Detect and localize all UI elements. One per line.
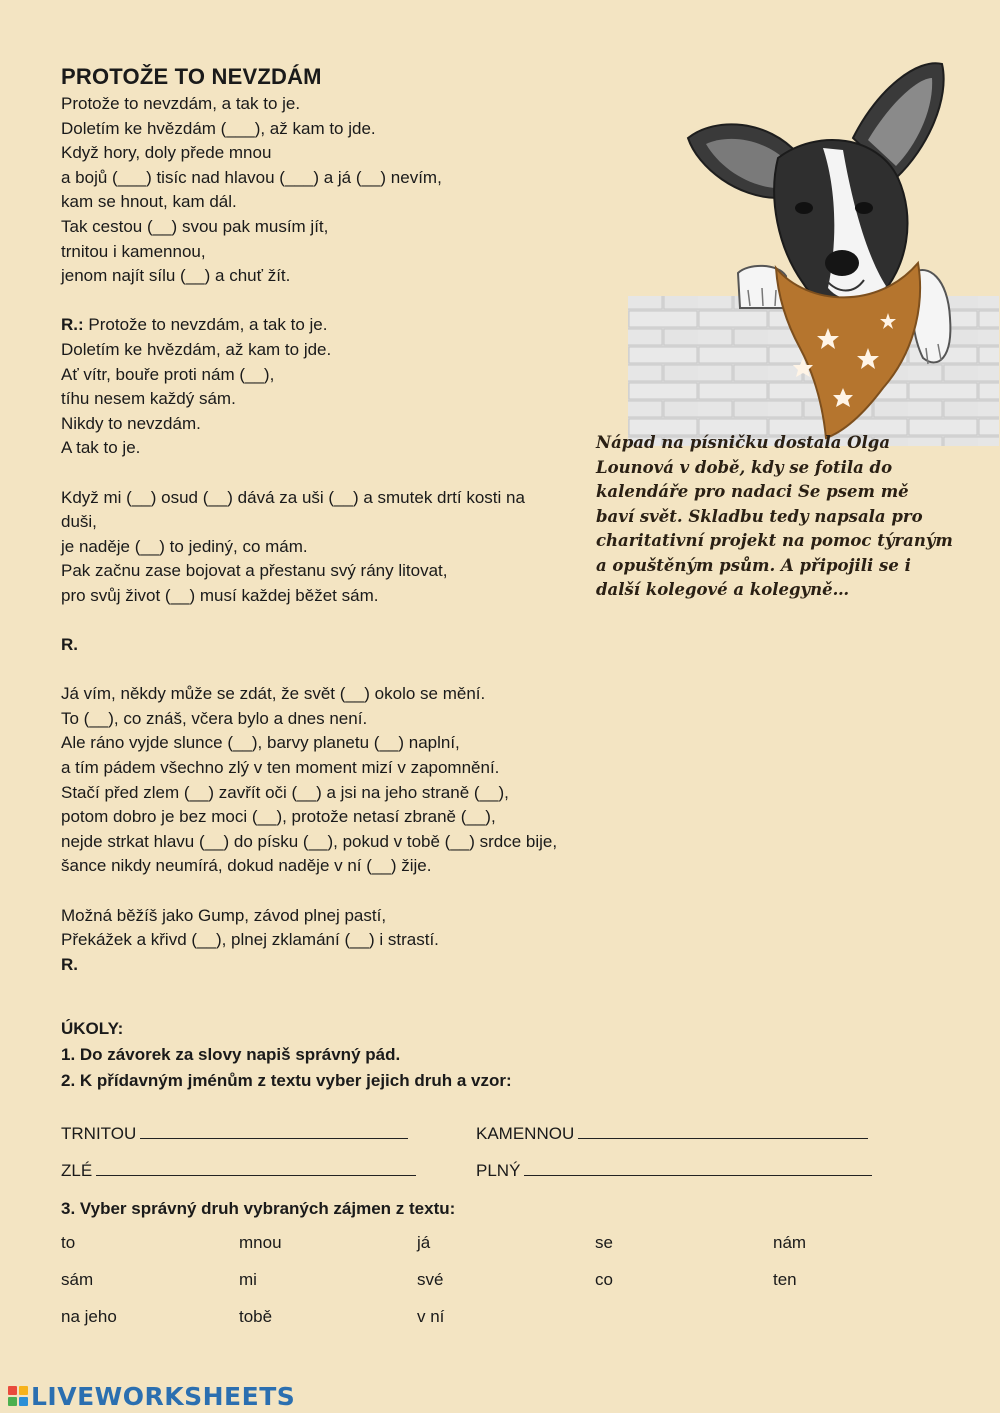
fill-label: ZLÉ [61,1161,93,1180]
lyric-line: a tím pádem všechno zlý v ten moment mizí v zapomnění. [61,758,500,778]
lyric-line: šance nikdy neumírá, dokud naděje v ní (__) žije. [61,856,432,876]
lyric-line: nejde strkat hlavu (__) do písku (__), pokud v tobě (__) srdce bije, [61,831,558,851]
answer-blank[interactable] [578,1124,868,1139]
task-2: 2. K přídavným jménům z textu vyber jejich druh a vzor: [61,1071,512,1090]
pronoun-word[interactable]: nám [773,1233,807,1252]
pronoun-word[interactable]: své [417,1270,444,1289]
answer-blank[interactable] [96,1161,416,1176]
pronoun-word[interactable]: tobě [239,1307,273,1326]
logo-text: LIVEWORKSHEETS [31,1381,296,1411]
pronoun-word[interactable]: v ní [417,1307,445,1326]
pronoun-word[interactable]: na jeho [61,1307,117,1326]
fill-label: KAMENNOU [476,1124,575,1143]
tasks-heading: ÚKOLY: [61,1019,124,1038]
lyric-line: A tak to je. [61,438,141,458]
lyric-line: Doletím ke hvězdám (___), až kam to jde. [61,118,376,138]
fill-trnitou [61,1124,408,1144]
dog-eye-left [795,202,813,214]
pronoun-word[interactable]: mnou [239,1233,282,1252]
note-line: charitativní projekt na pomoc týraným [596,531,953,550]
dog-eye-right [855,202,873,214]
refrain-marker: R. [61,954,78,974]
fill-label: TRNITOU [61,1124,137,1143]
lyric-line: tíhu nesem každý sám. [61,389,236,409]
dog-nose [825,250,859,276]
pronoun-word[interactable]: ten [773,1270,797,1289]
lyric-line: jenom najít sílu (__) a chuť žít. [61,266,291,286]
pronoun-word[interactable]: já [417,1233,431,1252]
lyric-line: Ale ráno vyjde slunce (__), barvy planetu (__) naplní, [61,733,460,753]
lyric-line: Možná běžíš jako Gump, závod plnej pastí, [61,905,387,925]
logo-block [8,1386,17,1395]
lyric-line: Když mi (__) osud (__) dává za uši (__) a smutek drtí kosti na [61,487,525,507]
lyric-line: To (__), co znáš, včera bylo a dnes není. [61,708,368,728]
lyric-line: je naděje (__) to jediný, co mám. [61,536,308,556]
lyric-line: Nikdy to nevzdám. [61,413,201,433]
dog-with-bandana-illustration [628,58,999,446]
fill-zle [61,1161,416,1181]
logo-block [19,1386,28,1395]
chorus-label: R.: [61,315,84,335]
fill-label: PLNÝ [476,1161,521,1180]
lyric-line: Překážek a křivd (__), plnej zklamání (__) i strastí. [61,930,439,950]
lyric-line: Ať vítr, bouře proti nám (__), [61,364,275,384]
pronoun-word[interactable]: co [595,1270,613,1289]
chorus-first-text: Protože to nevzdám, a tak to je. [83,315,328,335]
pronoun-word[interactable]: sám [61,1270,94,1289]
refrain-marker: R. [61,635,78,655]
pronoun-word[interactable]: se [595,1233,613,1252]
liveworksheets-logo [8,1381,295,1411]
lyric-line: a bojů (___) tisíc nad hlavou (___) a já (__) nevím, [61,167,442,187]
task-3: 3. Vyber správný druh vybraných zájmen z textu: [61,1199,456,1218]
pronoun-word[interactable]: to [61,1233,76,1252]
lyric-line: Když hory, doly přede mnou [61,143,272,163]
note-line: další kolegové a kolegyně… [596,580,850,599]
note-line: Nápad na písničku dostala Olga [596,433,891,452]
lyric-line: potom dobro je bez moci (__), protože netasí zbraně (__), [61,807,496,827]
note-line: kalendáře pro nadaci Se psem mě [596,482,909,501]
note-line: a opuštěným psům. A připojili se i [596,555,911,575]
note-line: baví svět. Skladbu tedy napsala pro [596,506,923,526]
fill-kamennou [476,1124,868,1144]
lyric-line: Já vím, někdy může se zdát, že svět (__) okolo se mění. [61,684,486,704]
page-title: PROTOŽE TO NEVZDÁM [61,64,322,89]
task-1: 1. Do závorek za slovy napiš správný pád. [61,1045,401,1064]
logo-blocks-icon [8,1386,28,1406]
lyric-line: Tak cestou (__) svou pak musím jít, [61,216,329,236]
pronoun-word[interactable]: mi [239,1270,257,1289]
lyric-line: duši, [61,512,97,532]
note-line: Lounová v době, kdy se fotila do [596,457,893,477]
lyric-line: Pak začnu zase bojovat a přestanu svý rány litovat, [61,561,448,581]
logo-block [8,1397,17,1406]
lyric-line: pro svůj život (__) musí každej běžet sám. [61,585,379,605]
lyric-line: Doletím ke hvězdám, až kam to jde. [61,339,332,359]
tasks-section [61,1016,941,1326]
song-origin-note [596,431,953,603]
song-lyrics [61,92,606,977]
answer-blank[interactable] [524,1161,872,1176]
fill-plny [476,1161,872,1181]
logo-block [19,1397,28,1406]
lyric-line: Protože to nevzdám, a tak to je. [61,94,301,113]
lyric-line: Stačí před zlem (__) zavřít oči (__) a jsi na jeho straně (__), [61,782,509,802]
answer-blank[interactable] [140,1124,408,1139]
chorus-first-line [61,313,606,338]
lyric-line: kam se hnout, kam dál. [61,192,237,212]
lyric-line: trnitou i kamennou, [61,241,206,261]
